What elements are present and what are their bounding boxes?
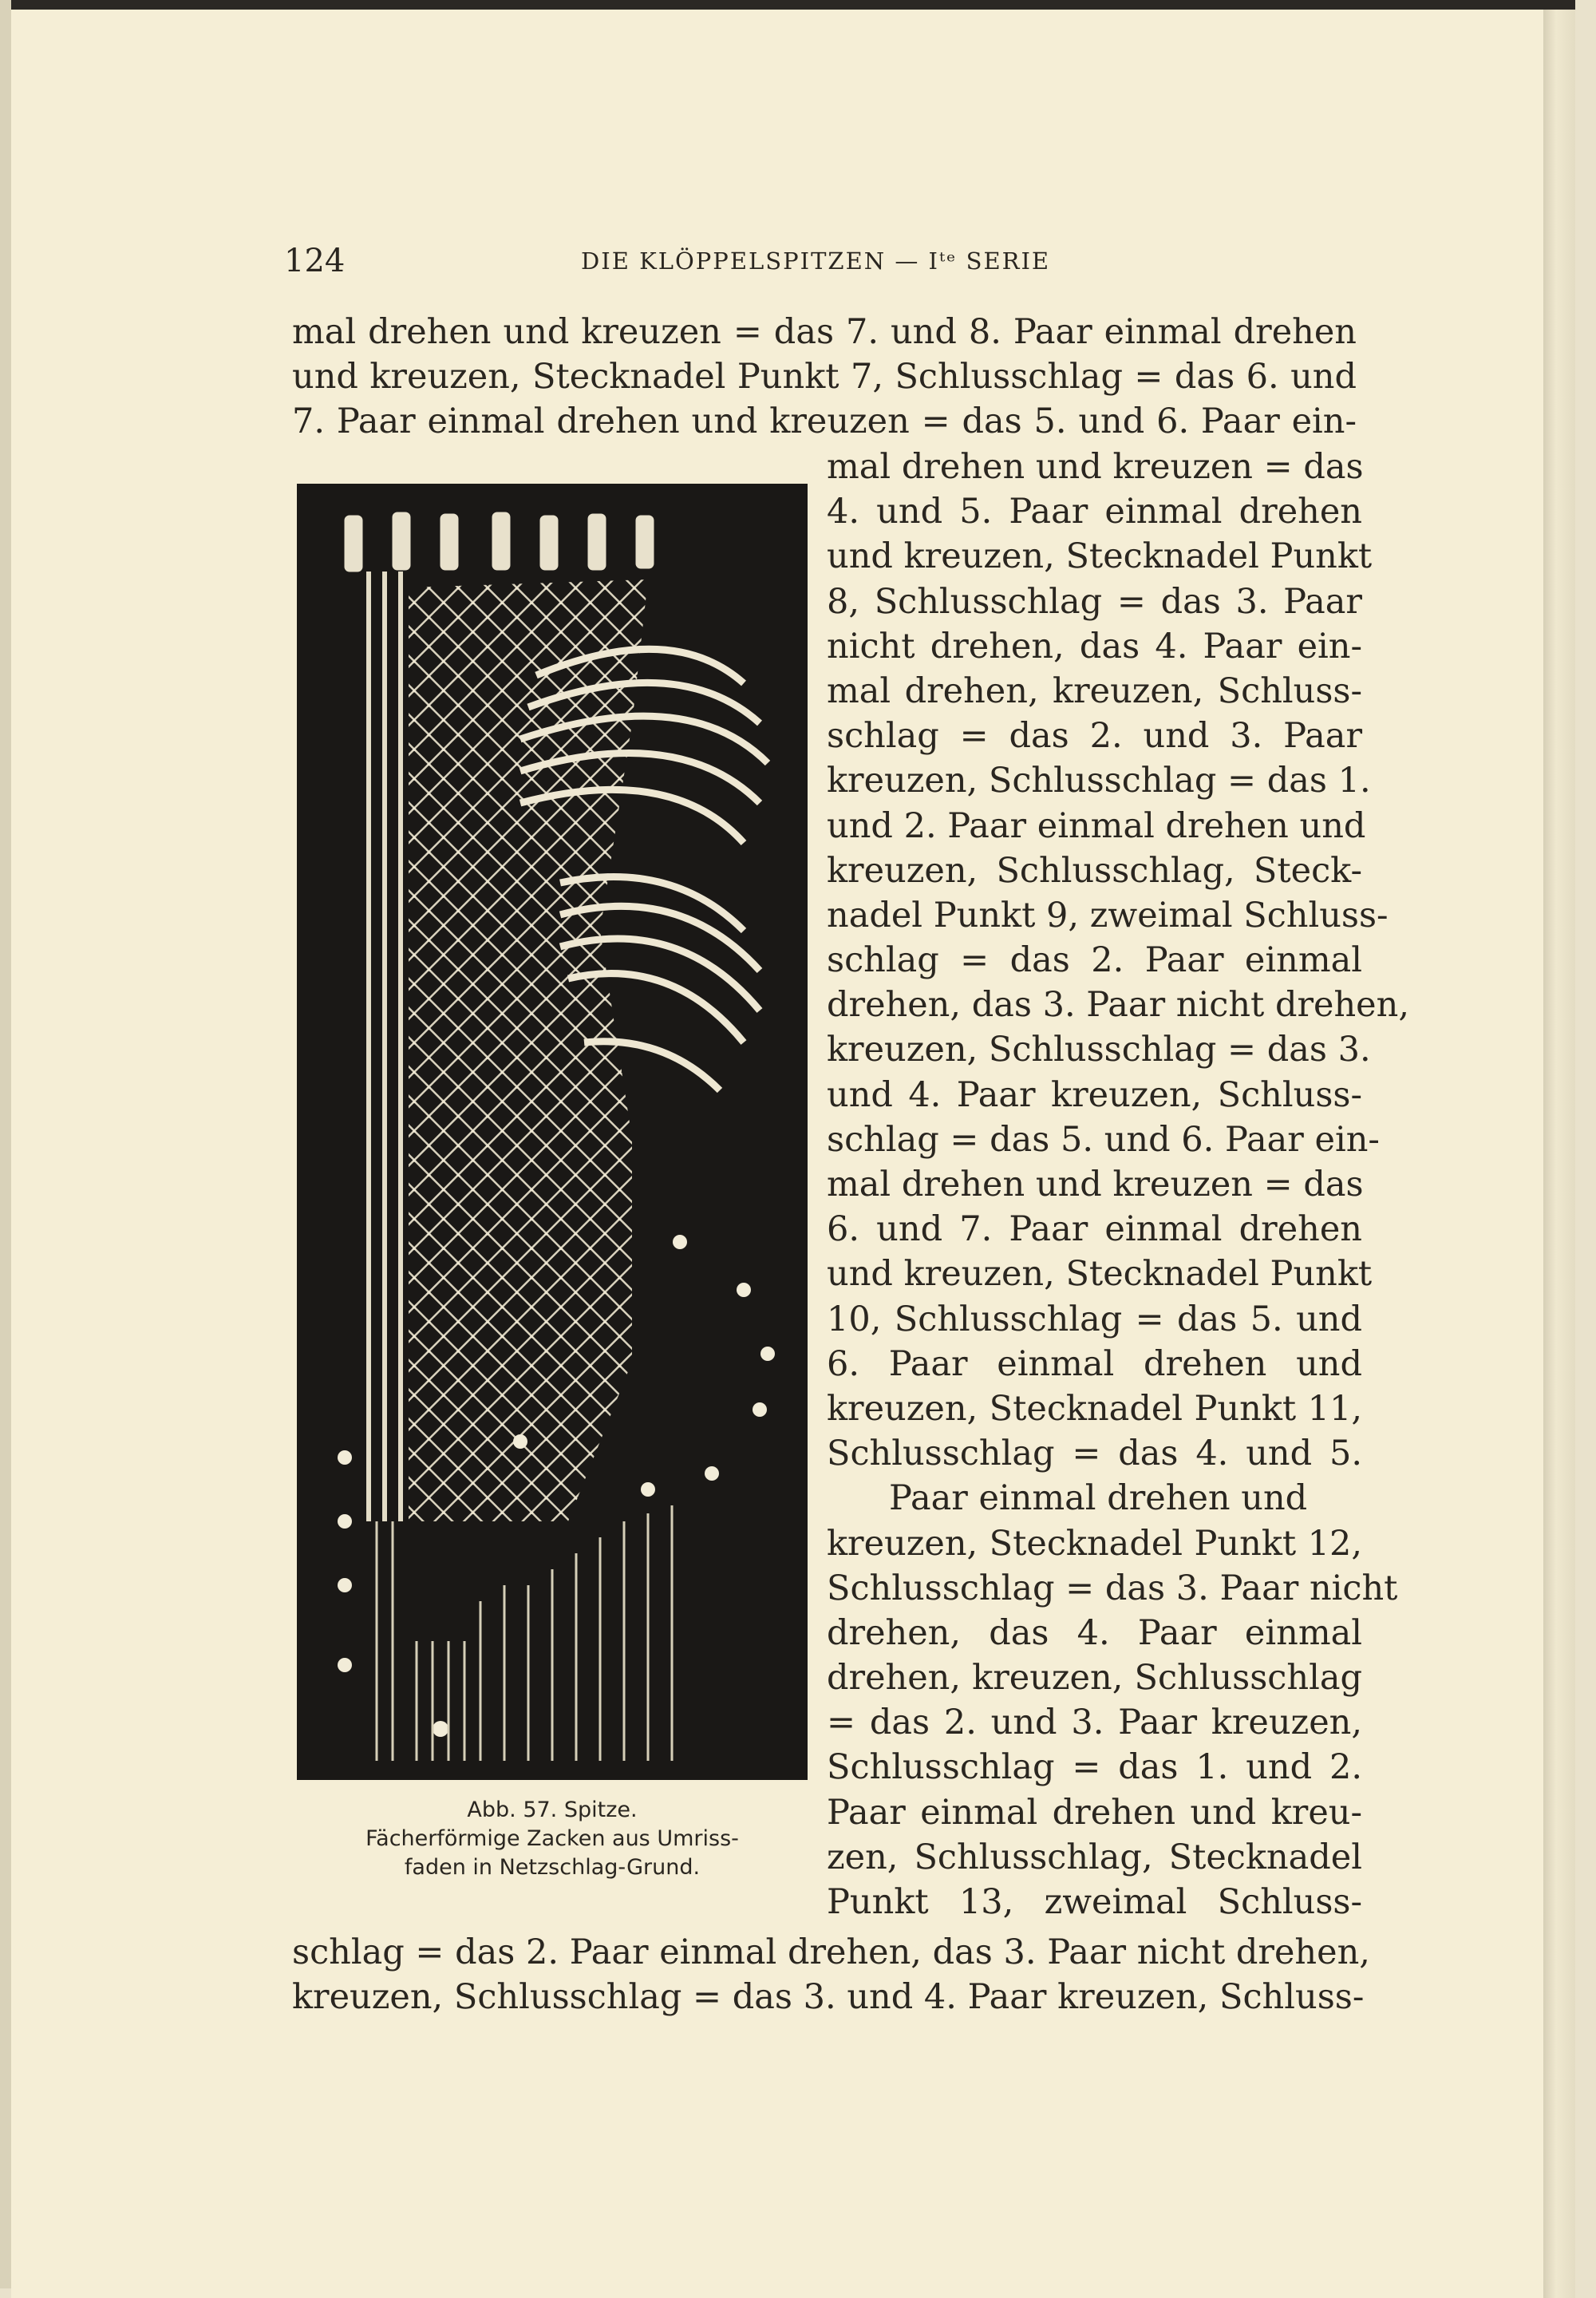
text-line: und 2. Paar einmal drehen und xyxy=(827,805,1366,846)
page-number: 124 xyxy=(284,243,346,279)
text-line: 4. und 5. Paar einmal drehen xyxy=(827,492,1362,532)
text-line: kreuzen, Stecknadel Punkt 11, xyxy=(827,1388,1362,1429)
column-paragraph xyxy=(827,445,1409,1924)
text-line: 7. Paar einmal drehen und kreuzen = das 5. und 6. Paar ein- xyxy=(292,401,1357,442)
text-line: kreuzen, Schlusschlag = das 1. xyxy=(827,761,1371,801)
text-line: mal drehen, kreuzen, Schluss- xyxy=(827,670,1362,711)
text-line: Schlusschlag = das 3. Paar nicht xyxy=(827,1568,1398,1608)
text-line: 8, Schlusschlag = das 3. Paar xyxy=(827,581,1362,622)
caption-text: faden in Netzschlag-Grund. xyxy=(404,1855,701,1880)
text-line: mal drehen und kreuzen = das xyxy=(827,1165,1364,1204)
text-line-indented: Paar einmal drehen und xyxy=(889,1478,1308,1519)
caption-text: Fächerförmige Zacken aus Umriss- xyxy=(365,1826,739,1851)
text-line: und 4. Paar kreuzen, Schluss- xyxy=(827,1074,1362,1115)
running-title: DIE KLÖPPELSPITZEN — Iᵗᵉ SERIE xyxy=(581,247,1051,275)
text-line: zen, Schlusschlag, Stecknadel xyxy=(827,1837,1362,1877)
text-line: Schlusschlag = das 4. und 5. xyxy=(827,1434,1362,1474)
hanging-threads xyxy=(377,1505,672,1761)
top-paragraph xyxy=(292,310,1357,445)
text-line: Paar einmal drehen und kreu- xyxy=(827,1792,1362,1833)
text-line: und kreuzen, Stecknadel Punkt xyxy=(827,1254,1373,1295)
text-line: nadel Punkt 9, zweimal Schluss- xyxy=(827,895,1389,935)
text-line: schlag = das 5. und 6. Paar ein- xyxy=(827,1119,1380,1160)
bottom-paragraph xyxy=(292,1930,1370,2019)
text-line: schlag = das 2. Paar einmal xyxy=(827,940,1362,981)
edge-threads xyxy=(369,572,401,1521)
text-line: 6. Paar einmal drehen und xyxy=(827,1343,1362,1384)
text-line: kreuzen, Schlusschlag, Steck- xyxy=(827,850,1362,891)
text-line: drehen, kreuzen, Schlusschlag xyxy=(827,1658,1362,1699)
text-line: schlag = das 2. Paar einmal drehen, das 3. Paar nicht drehen, xyxy=(292,1932,1370,1972)
text-line: drehen, das 3. Paar nicht drehen, xyxy=(827,985,1409,1026)
text-line: = das 2. und 3. Paar kreuzen, xyxy=(827,1703,1362,1743)
left-page-edge xyxy=(0,0,11,2288)
text-line: mal drehen und kreuzen = das xyxy=(827,447,1364,487)
text-line: 6. und 7. Paar einmal drehen xyxy=(827,1209,1362,1250)
text-line: kreuzen, Schlusschlag = das 3. xyxy=(827,1030,1371,1070)
lace-figure-plate xyxy=(297,484,808,1780)
figure-caption xyxy=(297,1796,808,1882)
text-line: kreuzen, Stecknadel Punkt 12, xyxy=(827,1523,1362,1564)
text-line: Schlusschlag = das 1. und 2. xyxy=(827,1747,1362,1788)
caption-title: Abb. 57. Spitze. xyxy=(467,1798,638,1822)
text-line: und kreuzen, Stecknadel Punkt xyxy=(827,536,1373,577)
text-line: nicht drehen, das 4. Paar ein- xyxy=(827,626,1362,666)
page-gutter xyxy=(1543,10,1575,2298)
text-line: 10, Schlusschlag = das 5. und xyxy=(827,1299,1362,1339)
bobbin-row xyxy=(345,512,654,572)
text-line: und kreuzen, Stecknadel Punkt 7, Schlusschlag = das 6. und xyxy=(292,357,1357,398)
lace-illustration xyxy=(297,484,808,1780)
text-line: drehen, das 4. Paar einmal xyxy=(827,1612,1362,1653)
text-line: Punkt 13, zweimal Schluss- xyxy=(827,1882,1362,1922)
text-line: schlag = das 2. und 3. Paar xyxy=(827,716,1362,757)
text-line: mal drehen und kreuzen = das 7. und 8. Paar einmal drehen xyxy=(292,312,1357,352)
text-line: kreuzen, Schlusschlag = das 3. und 4. Paar kreuzen, Schluss- xyxy=(292,1977,1365,2018)
